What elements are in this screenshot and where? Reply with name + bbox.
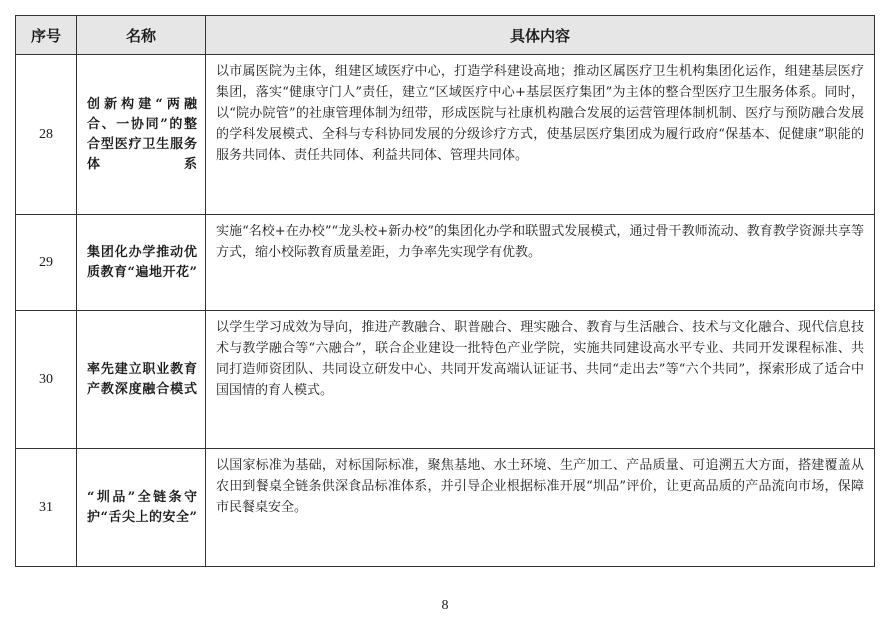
row-number: 30 [16, 311, 77, 449]
row-content: 以市属医院为主体，组建区域医疗中心，打造学科建设高地；推动区属医疗卫生机构集团化运作，组建基层医疗集团，落实“健康守门人”责任，建立“区域医疗中心+基层医疗集团”为主体的整合型医疗卫生服务体系。同时，以“院办院管”的社康管理体制为纽带，形成医院与社康机构融合发展的运营管理体制机制、医疗与预防融合发展的学科发展模式、全科与专科协同发展的分级诊疗方式，使基层医疗集团成为履行政府“保基本、促健康”职能的服务共同体、责任共同体、利益共同体、管理共同体。 [206, 55, 875, 215]
row-number: 31 [16, 449, 77, 567]
table-header-row [16, 16, 875, 55]
header-content: 具体内容 [206, 16, 875, 55]
row-content: 以学生学习成效为导向，推进产教融合、职普融合、理实融合、教育与生活融合、技术与文化融合、现代信息技术与教学融合等“六融合”，联合企业建设一批特色产业学院，实施共同建设高水平专业、共同开发课程标准、共同打造师资团队、共同设立研发中心、共同开发高端认证证书、共同“走出去”等“六个共同”，探索形成了适合中国国情的育人模式。 [206, 311, 875, 449]
table-row [16, 215, 875, 311]
table-row [16, 449, 875, 567]
row-name: “圳品”全链条守护“舌尖上的安全” [77, 449, 206, 567]
header-name: 名称 [77, 16, 206, 55]
row-number: 29 [16, 215, 77, 311]
row-name: 率先建立职业教育产教深度融合模式 [77, 311, 206, 449]
row-name: 创新构建“两融合、一协同”的整合型医疗卫生服务体系 [77, 55, 206, 215]
row-name: 集团化办学推动优质教育“遍地开花” [77, 215, 206, 311]
row-content: 以国家标准为基础，对标国际标准，聚焦基地、水土环境、生产加工、产品质量、可追溯五大方面，搭建覆盖从农田到餐桌全链条供深食品标准体系，并引导企业根据标准开展“圳品”评价，让更高品质的产品流向市场，保障市民餐桌安全。 [206, 449, 875, 567]
table-row [16, 55, 875, 215]
row-number: 28 [16, 55, 77, 215]
header-number: 序号 [16, 16, 77, 55]
table-row [16, 311, 875, 449]
page-number: 8 [441, 598, 449, 613]
policy-table [15, 15, 875, 567]
row-content: 实施“名校+在办校”“龙头校+新办校”的集团化办学和联盟式发展模式，通过骨干教师流动、教育教学资源共享等方式，缩小校际教育质量差距，力争率先实现学有优教。 [206, 215, 875, 311]
